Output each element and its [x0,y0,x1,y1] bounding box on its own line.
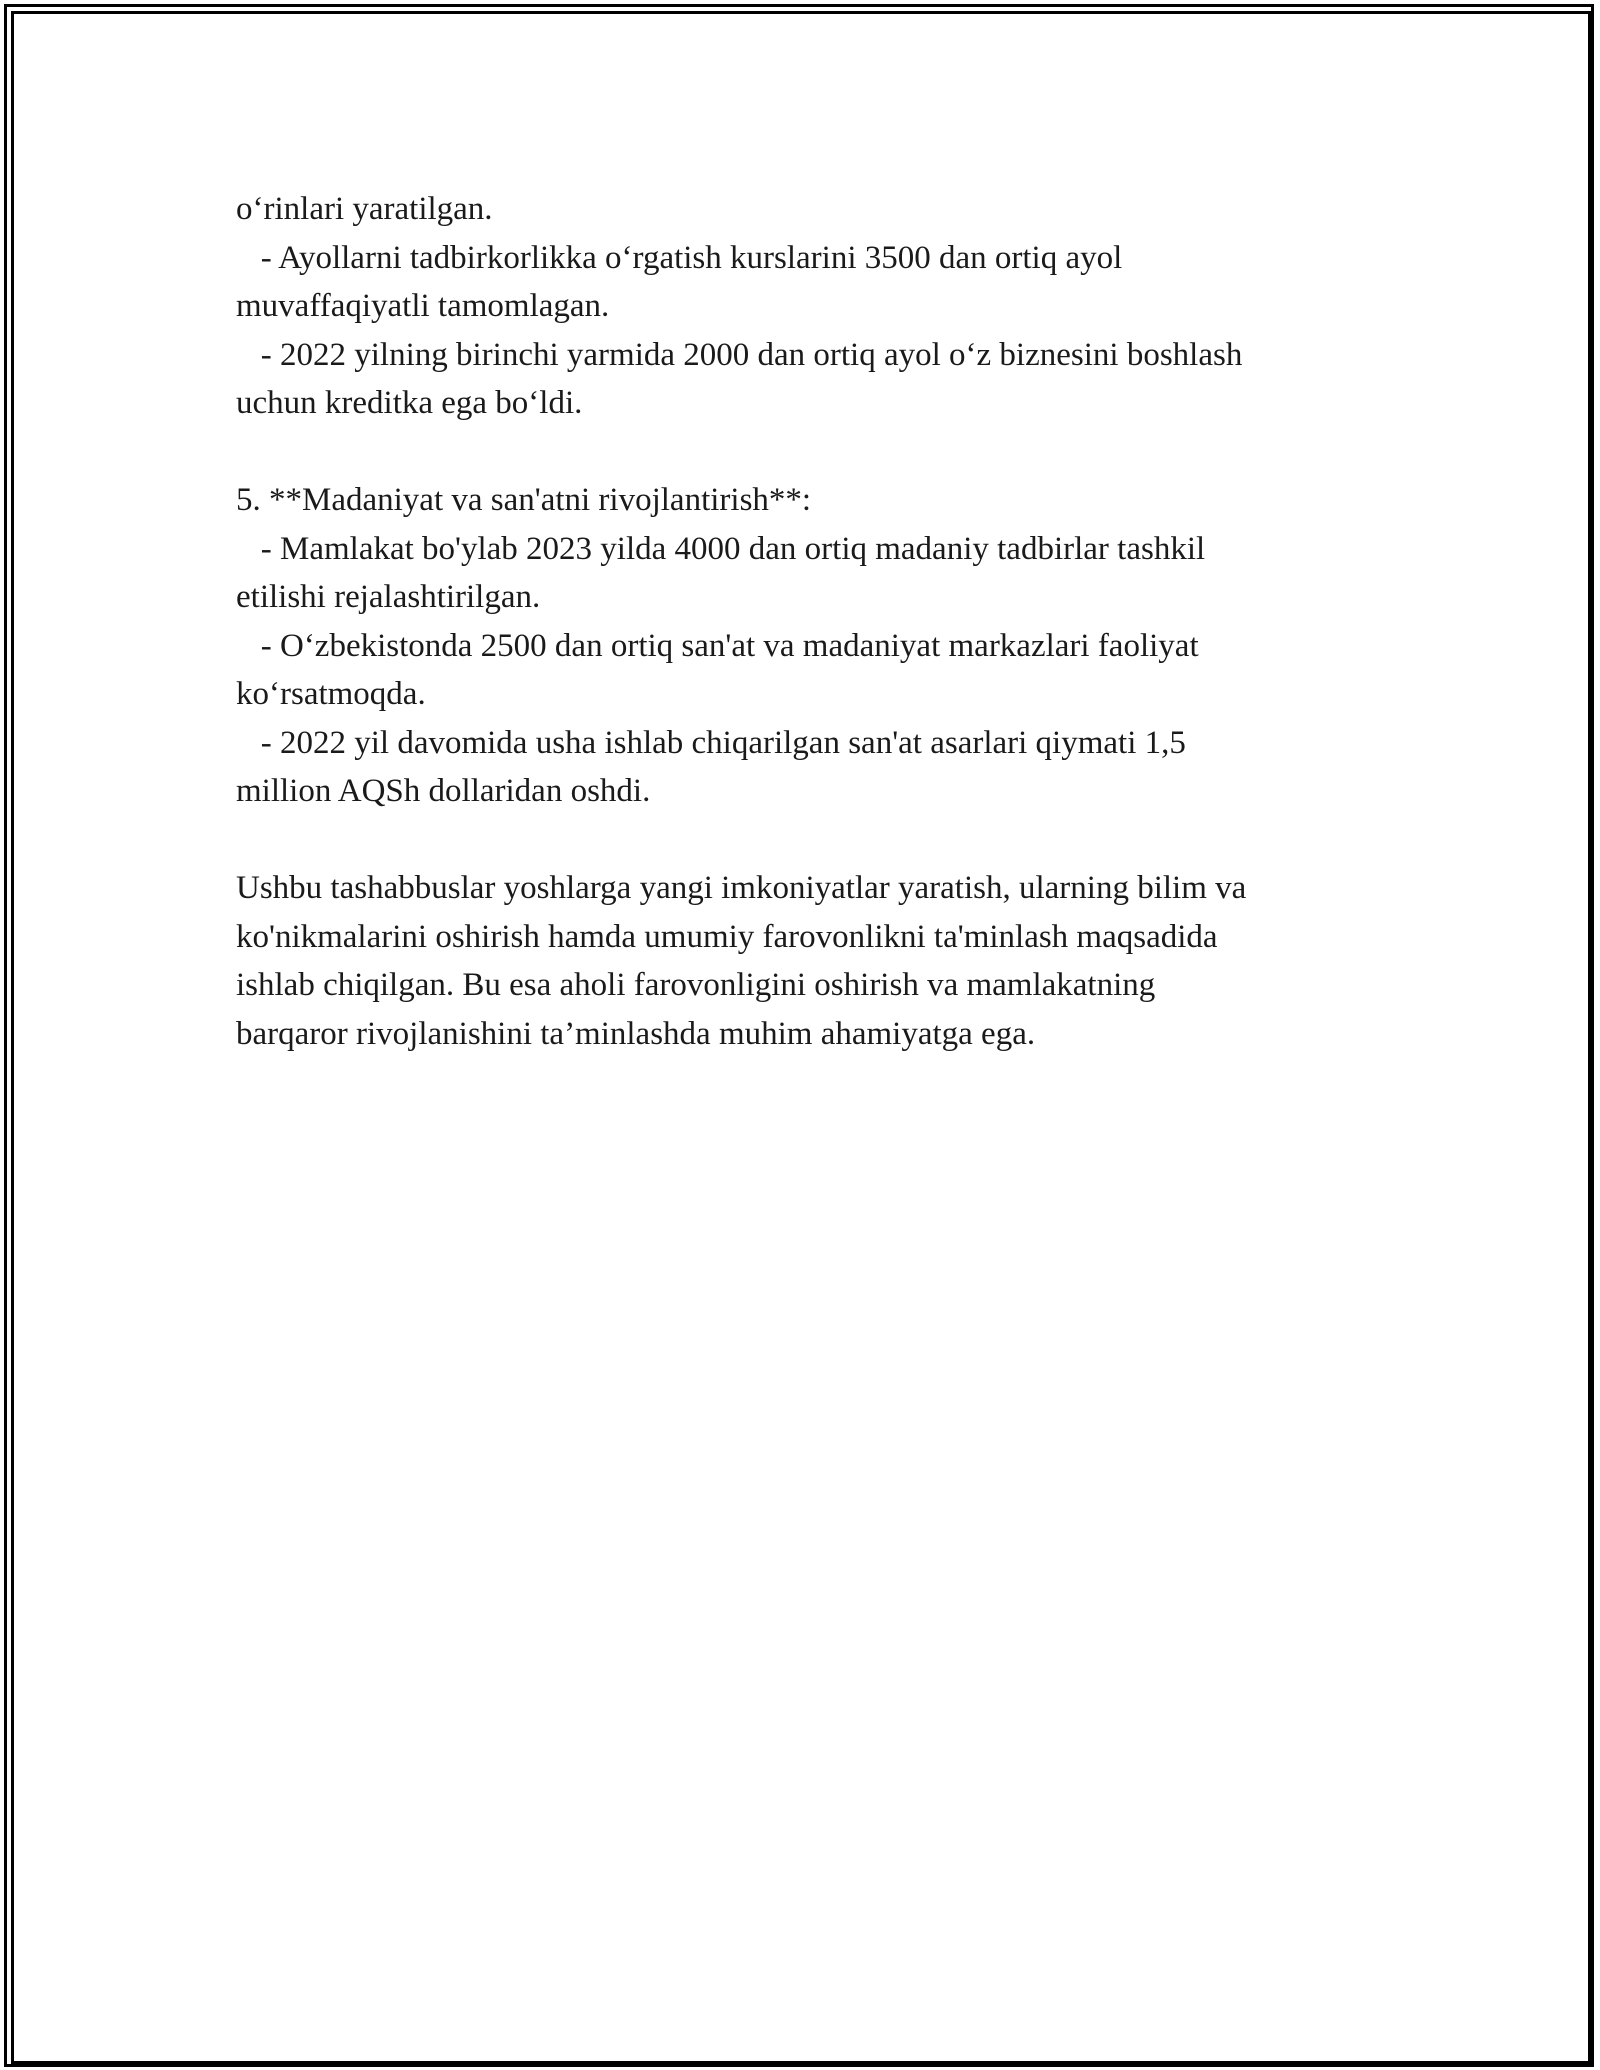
text-line: Ushbu tashabbuslar yoshlarga yangi imkoniyatlar yaratish, ularning bilim va [236,870,1247,906]
document-body [236,185,1386,1058]
text-line: ishlab chiqilgan. Bu esa aholi farovonligini oshirish va mamlakatning [236,967,1156,1003]
text-line: million AQSh dollaridan oshdi. [236,773,651,809]
text-line: uchun kreditka ega bo‘ldi. [236,385,583,421]
text-line: ko‘rsatmoqda. [236,676,426,712]
text-line: - Mamlakat bo'ylab 2023 yilda 4000 dan ortiq madaniy tadbirlar tashkil [236,530,1206,567]
text-line: muvaffaqiyatli tamomlagan. [236,288,610,324]
text-line: etilishi rejalashtirilgan. [236,579,541,615]
text-line: barqaror rivojlanishini ta’minlashda muhim ahamiyatga ega. [236,1015,1036,1052]
text-line: o‘rinlari yaratilgan. [236,191,493,227]
text-line: - Ayollarni tadbirkorlikka o‘rgatish kurslarini 3500 dan ortiq ayol [236,239,1123,276]
text-line: ko'nikmalarini oshirish hamda umumiy farovonlikni ta'minlash maqsadida [236,918,1218,955]
text-line: - 2022 yil davomida usha ishlab chiqarilgan san'at asarlari qiymati 1,5 [236,724,1186,761]
blank-line [236,816,1386,865]
section-heading: 5. **Madaniyat va san'atni rivojlantirish**: [236,482,812,518]
text-line: - 2022 yilning birinchi yarmida 2000 dan ortiq ayol o‘z biznesini boshlash [236,336,1243,373]
text-line: - O‘zbekistonda 2500 dan ortiq san'at va madaniyat markazlari faoliyat [236,627,1199,664]
blank-line [236,428,1386,477]
